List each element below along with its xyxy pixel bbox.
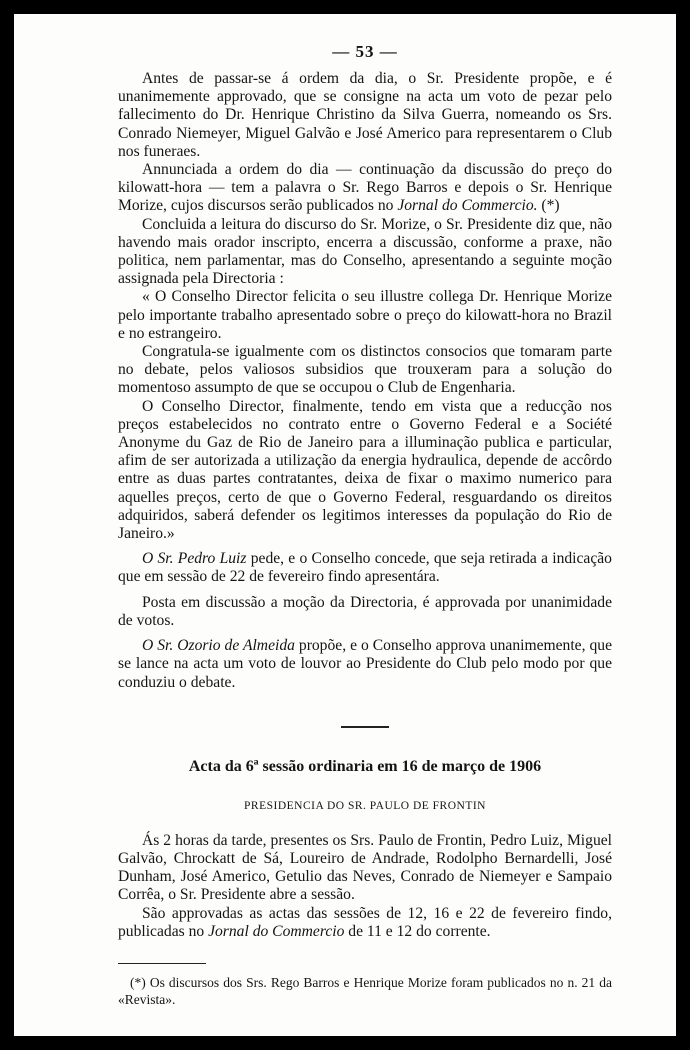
paragraph-condolence-vote: Antes de passar-se á ordem da dia, o Sr. Presidente propõe, e é unanimemente approvado, que se consigne na acta um voto de pezar pelo fallecimento do Dr. Henrique Christino da Silva Guerra, nomeando os Srs. Conrado Niemeyer, Miguel Galvão e José Americo para representarem o Club nos funeraes. (118, 70, 612, 160)
paragraph-pedro-luiz (118, 550, 612, 586)
footnote-divider (118, 963, 206, 964)
paragraph-motion-debate: Congratula-se igualmente com os distinctos consocios que tomaram parte no debate, pelos valiosos subsidios que trouxeram para a solução do momentoso assumpto de que se occupou o Club de Engenharia. (118, 343, 612, 397)
paragraph-order-of-day (118, 161, 612, 216)
paragraph-minutes-approved (118, 905, 612, 941)
paragraph-motion-congratulation: « O Conselho Director felicita o seu illustre collega Dr. Henrique Morize pelo importante trabalho apresentado sobre o preço do kilowatt-hora no Brazil e no estrangeiro. (118, 288, 612, 342)
newspaper-name-2: Jornal do Commercio (208, 922, 345, 940)
section-divider (341, 726, 389, 728)
presidency-heading: PRESIDENCIA DO SR. PAULO DE FRONTIN (244, 799, 486, 812)
speaker-ozorio-de-almeida: O Sr. Ozorio de Almeida (142, 637, 295, 655)
document-page (14, 14, 676, 1036)
footnote-marker: (*) (537, 197, 560, 215)
paragraph-session-opening: Ás 2 horas da tarde, presentes os Srs. Paulo de Frontin, Pedro Luiz, Miguel Galvão, Chrockatt de Sá, Loureiro de Andrade, Rodolpho Bernardelli, José Dunham, José Americo, Getulio das Neves, Conrado de Niemeyer e Sampaio Corrêa, o Sr. Presidente abre a sessão. (118, 831, 612, 904)
paragraph-ozorio-text: propõe, e o Conselho approva unanimemente, que se lance na acta um voto de louvor ao Presidente do Club pelo modo por que conduziu o debate. (118, 637, 612, 691)
section-title: Acta da 6ª sessão ordinaria em 16 de março de 1906 (188, 757, 542, 775)
paragraph-motion-approved: Posta em discussão a moção da Directoria, é approvada por unanimidade de votos. (118, 593, 612, 629)
paragraph-pedro-luiz-text: pede, e o Conselho concede, que seja retirada a indicação que em sessão de 22 de fevereiro findo apresentára. (118, 550, 612, 586)
paragraph-order-of-day-text: Annunciada a ordem do dia — continuação da discussão do preço do kilowatt-hora — tem a palavra o Sr. Rego Barros e depois o Sr. Henrique Morize, cujos discursos serão publicados no (118, 161, 612, 215)
paragraph-discussion-closed: Concluida a leitura do discurso do Sr. Morize, o Sr. Presidente diz que, não havendo mais orador inscripto, encerra a discussão, conforme a praxe, não politica, nem parlamentar, mas do Conselho, apresentando a seguinte moção assignada pela Directoria : (118, 215, 612, 288)
footnote: (*) Os discursos dos Srs. Rego Barros e Henrique Morize foram publicados no n. 21 da «Revista». (118, 974, 612, 1007)
page-number: — 53 — (332, 42, 398, 61)
page-content (118, 42, 612, 1008)
paragraph-ozorio-de-almeida (118, 637, 612, 692)
newspaper-name: Jornal do Commercio. (397, 197, 538, 215)
paragraph-minutes-text-2: de 11 e 12 do corrente. (344, 922, 491, 940)
paragraph-motion-gas-contract: O Conselho Director, finalmente, tendo em vista que a reducção nos preços estabelecidos no contrato entre o Governo Federal e a Société Anonyme du Gaz de Rio de Janeiro para a illuminação publica e particular, afim de ser autorizada a utilização da energia hydraulica, depende de accôrdo entre as duas partes contratantes, deixa de fixar o maximo numerico para aquelles preços, certo de que o Governo Federal, resguardando os direitos adquiridos, saberá defender os legitimos interesses da população do Rio de Janeiro.» (118, 397, 612, 543)
speaker-pedro-luiz: O Sr. Pedro Luiz (142, 550, 247, 568)
paragraph-minutes-text-1: São approvadas as actas das sessões de 12, 16 e 22 de fevereiro findo, publicadas no (118, 904, 612, 940)
